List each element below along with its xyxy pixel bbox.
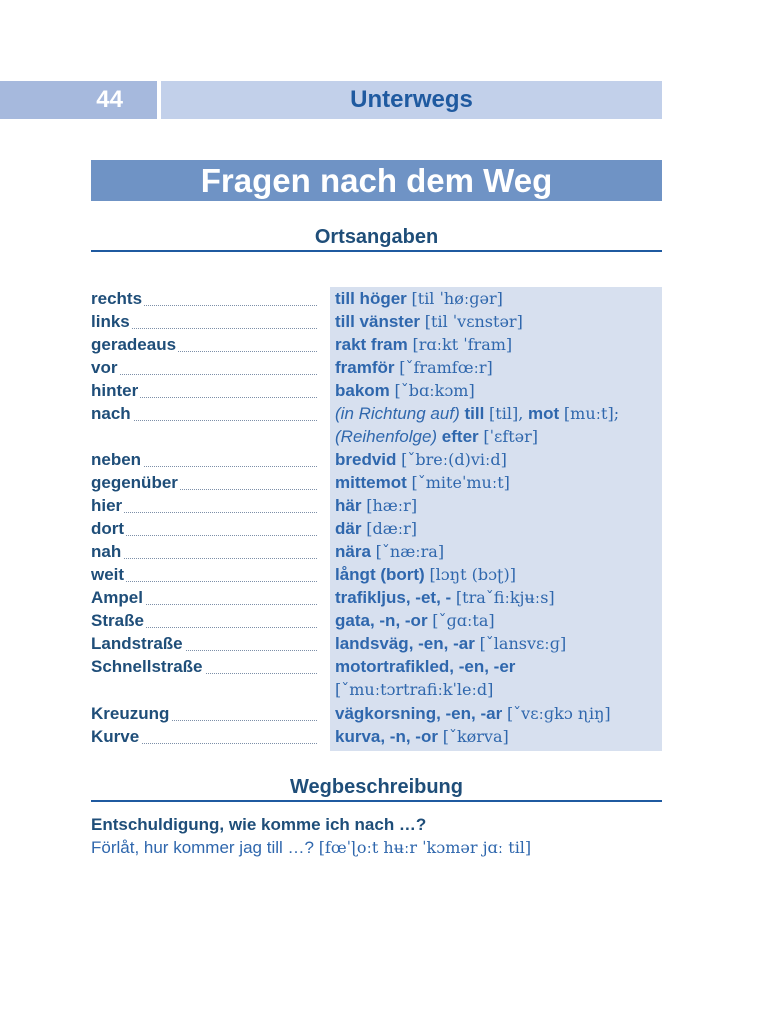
german-term: hinter	[91, 379, 317, 402]
swedish-translation: trafikljus, -et, - [traˇfiːkjʉːs]	[335, 588, 555, 607]
german-term: Kreuzung	[91, 702, 317, 725]
vocab-row	[91, 356, 662, 379]
swedish-translation: (in Richtung auf) till [til], mot [muːt];	[335, 404, 620, 423]
vocab-row	[91, 494, 662, 517]
chapter-title: Unterwegs	[161, 81, 662, 119]
vocab-row-continuation	[91, 425, 662, 448]
german-term: links	[91, 310, 317, 333]
vocab-row	[91, 287, 662, 310]
pronunciation: [ˇlansvɛːɡ]	[479, 634, 567, 653]
vocab-row	[91, 563, 662, 586]
german-term: weit	[91, 563, 317, 586]
pronunciation: [til ˈvɛnstər]	[424, 312, 523, 331]
german-term: nach	[91, 402, 317, 425]
vocab-row	[91, 586, 662, 609]
phrase-german: Entschuldigung, wie komme ich nach …?	[91, 815, 427, 834]
subheading-wegbeschreibung: Wegbeschreibung	[290, 776, 463, 798]
vocab-row	[91, 702, 662, 725]
swedish-translation: till höger [til ˈhøːɡər]	[335, 289, 503, 308]
pronunciation: [rɑːkt ˈfram]	[412, 335, 513, 354]
pronunciation: [fœˈɭoːt hʉːr ˈkɔmər jɑː til]	[318, 838, 532, 857]
swedish-translation: till vänster [til ˈvɛnstər]	[335, 312, 523, 331]
pronunciation: [lɔŋt (bɔʈ)]	[429, 565, 516, 584]
pronunciation: [traˇfiːkjʉːs]	[455, 588, 555, 607]
vocab-row	[91, 333, 662, 356]
pronunciation: [ˇmiteˈmuːt]	[411, 473, 510, 492]
section-title: Fragen nach dem Weg	[91, 160, 662, 201]
subheading-ortsangaben: Ortsangaben	[314, 226, 439, 248]
pronunciation: [ˇnæːra]	[375, 542, 445, 561]
german-term: Ampel	[91, 586, 317, 609]
swedish-translation: bakom [ˇbɑːkɔm]	[335, 381, 475, 400]
pronunciation: [ˇbɑːkɔm]	[394, 381, 475, 400]
pronunciation: [til ˈhøːɡər]	[411, 289, 503, 308]
swedish-translation: kurva, -n, -or [ˇkørva]	[335, 727, 509, 746]
pronunciation: [dæːr]	[366, 519, 418, 538]
pronunciation: [ˇkørva]	[442, 727, 509, 746]
pronunciation: [muːt];	[563, 404, 620, 423]
swedish-translation	[335, 678, 660, 701]
german-term: Straße	[91, 609, 317, 632]
german-term: Landstraße	[91, 632, 317, 655]
divider	[91, 800, 662, 802]
swedish-translation: (Reihenfolge) efter [ˈɛftər]	[335, 427, 539, 446]
swedish-translation: framför [ˇframfœːr]	[335, 358, 493, 377]
german-term: hier	[91, 494, 317, 517]
pronunciation: [ˇbreː(d)viːd]	[401, 450, 507, 469]
swedish-translation: landsväg, -en, -ar [ˇlansvɛːɡ]	[335, 634, 567, 653]
swedish-translation: här [hæːr]	[335, 496, 418, 515]
pronunciation: [til],	[489, 404, 524, 423]
german-term: Schnellstraße	[91, 655, 317, 678]
swedish-translation: vägkorsning, -en, -ar [ˇvɛːɡkɔ ɳiŋ]	[335, 704, 611, 723]
vocab-row-continuation	[91, 678, 662, 701]
phrase-swedish: Förlåt, hur kommer jag till …? [fœˈɭoːt hʉːr ˈkɔmər jɑː til]	[91, 838, 532, 857]
vocab-row	[91, 632, 662, 655]
swedish-translation: där [dæːr]	[335, 519, 418, 538]
vocab-row	[91, 655, 662, 678]
swedish-translation: långt (bort) [lɔŋt (bɔʈ)]	[335, 565, 516, 584]
vocab-row	[91, 517, 662, 540]
pronunciation: [ˇvɛːɡkɔ ɳiŋ]	[506, 704, 611, 723]
german-term: nah	[91, 540, 317, 563]
divider	[91, 250, 662, 252]
vocab-row	[91, 448, 662, 471]
german-term: gegenüber	[91, 471, 317, 494]
swedish-translation: nära [ˇnæːra]	[335, 542, 445, 561]
vocab-row	[91, 379, 662, 402]
vocab-row	[91, 310, 662, 333]
swedish-translation: bredvid [ˇbreː(d)viːd]	[335, 450, 507, 469]
pronunciation: [ˇframfœːr]	[399, 358, 493, 377]
page-number: 44	[0, 81, 157, 119]
german-term: geradeaus	[91, 333, 317, 356]
pronunciation: [hæːr]	[366, 496, 418, 515]
german-term: dort	[91, 517, 317, 540]
vocab-row	[91, 609, 662, 632]
german-term: vor	[91, 356, 317, 379]
swedish-translation: mittemot [ˇmiteˈmuːt]	[335, 473, 510, 492]
german-term: Kurve	[91, 725, 317, 748]
german-term: neben	[91, 448, 317, 471]
vocab-row	[91, 471, 662, 494]
swedish-translation: motortrafikled, -en, -er	[335, 657, 516, 676]
german-term: rechts	[91, 287, 317, 310]
pronunciation: [ˈɛftər]	[483, 427, 539, 446]
swedish-translation: rakt fram [rɑːkt ˈfram]	[335, 335, 513, 354]
pronunciation: [ˇmuːtɔrtrafiːkˈleːd]	[335, 680, 494, 699]
vocab-row	[91, 402, 662, 425]
vocab-row	[91, 540, 662, 563]
vocab-row	[91, 725, 662, 748]
pronunciation: [ˇɡɑːta]	[432, 611, 495, 630]
swedish-translation: gata, -n, -or [ˇɡɑːta]	[335, 611, 495, 630]
